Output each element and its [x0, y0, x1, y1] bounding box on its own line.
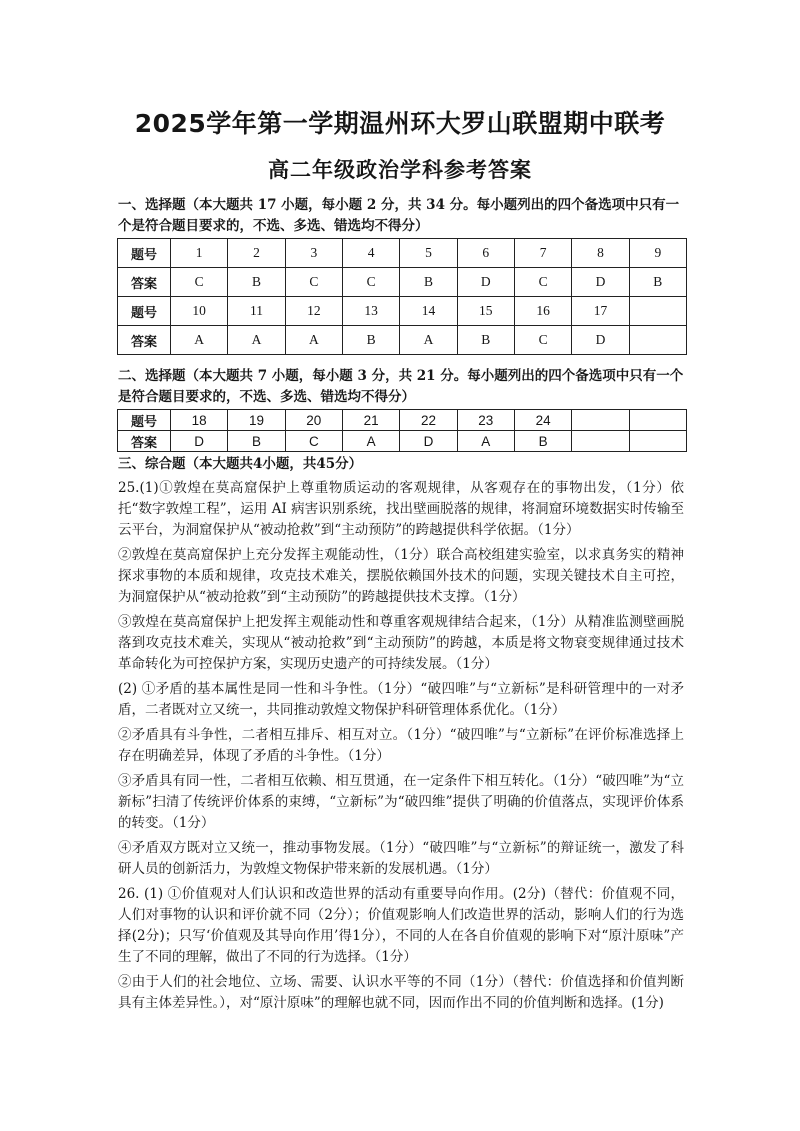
- answer-cell: A: [171, 326, 228, 355]
- row-label-question: 题号: [118, 239, 171, 268]
- q26-1-point2: ②由于人们的社会地位、立场、需要、认识水平等的不同（1分）（替代：价值选择和价值判断具有主体差异性。），对“原汁原味”的理解也就不同，因而作出不同的价值判断和选择。(1分): [118, 974, 684, 1011]
- answer-cell: A: [228, 326, 285, 355]
- row-label-answer: 答案: [118, 431, 171, 452]
- question-number-cell: 22: [400, 410, 457, 431]
- row-label-answer: 答案: [118, 268, 171, 297]
- question-number-cell: 7: [514, 239, 571, 268]
- document-title: 2025学年第一学期温州环大罗山联盟期中联考: [134, 109, 666, 138]
- question-number-cell: 23: [457, 410, 514, 431]
- answer-cell: B: [228, 431, 285, 452]
- answer-cell: C: [285, 268, 342, 297]
- answer-cell: D: [457, 268, 514, 297]
- question-number-cell: 8: [572, 239, 629, 268]
- answer-cell: C: [514, 326, 571, 355]
- answer-cell: B: [342, 326, 399, 355]
- section1-heading: 一、选择题（本大题共 17 小题，每小题 2 分，共 34 分。每小题列出的四个备选项中只有一个是符合题目要求的，不选、多选、错选均不得分）: [118, 197, 680, 234]
- question-number-cell: 16: [514, 297, 571, 326]
- answer-cell: [629, 326, 686, 355]
- question-number-row: [118, 410, 687, 431]
- question-number-cell: [572, 410, 629, 431]
- q25-2-point3: ③矛盾具有同一性，二者相互依赖、相互贯通，在一定条件下相互转化。（1分）“破四唯”为“立新标”扫清了传统评价体系的束缚，“立新标”为“破四维”提供了明确的价值落点，实现评价体系的转变。（1分）: [118, 773, 684, 831]
- document-subtitle: 高二年级政治学科参考答案: [268, 158, 532, 182]
- answer-cell: D: [572, 268, 629, 297]
- question-number-cell: 18: [171, 410, 228, 431]
- question-number-cell: 5: [400, 239, 457, 268]
- q25-1-point1: 25.(1)①敦煌在莫高窟保护上尊重物质运动的客观规律，从客观存在的事物出发，（1分）依托“数字敦煌工程”，运用 AI 病害识别系统，找出壁画脱落的规律，将洞窟环境数据实时传输至云平台，为洞窟保护从“被动抢救”到“主动预防”的跨越提供科学依据。（1分）: [118, 480, 684, 538]
- question-number-cell: [629, 410, 686, 431]
- question-number-cell: 21: [342, 410, 399, 431]
- question-number-cell: 10: [171, 297, 228, 326]
- section3-heading: 三、综合题（本大题共4小题，共45分）: [118, 456, 363, 472]
- question-number-cell: [629, 297, 686, 326]
- row-label-answer: 答案: [118, 326, 171, 355]
- question-number-cell: 3: [285, 239, 342, 268]
- question-number-cell: 1: [171, 239, 228, 268]
- section1-answer-table: [117, 238, 687, 355]
- question-number-cell: 6: [457, 239, 514, 268]
- q25-2-point1: (2) ①矛盾的基本属性是同一性和斗争性。（1分）“破四唯”与“立新标”是科研管理中的一对矛盾，二者既对立又统一，共同推动敦煌文物保护科研管理体系优化。（1分）: [118, 681, 684, 718]
- answer-cell: D: [572, 326, 629, 355]
- row-label-question: 题号: [118, 297, 171, 326]
- answer-row: [118, 326, 687, 355]
- question-number-cell: 14: [400, 297, 457, 326]
- answer-cell: B: [629, 268, 686, 297]
- question-number-row: [118, 297, 687, 326]
- section2-heading: 二、选择题（本大题共 7 小题，每小题 3 分，共 21 分。每小题列出的四个备选项中只有一个是符合题目要求的，不选、多选、错选均不得分）: [118, 368, 684, 405]
- answer-cell: B: [400, 268, 457, 297]
- row-label-question: 题号: [118, 410, 171, 431]
- answer-cell: C: [171, 268, 228, 297]
- answer-cell: A: [457, 431, 514, 452]
- q25-2-point2: ②矛盾具有斗争性，二者相互排斥、相互对立。（1分）“破四唯”与“立新标”在评价标准选择上存在明确差异，体现了矛盾的斗争性。（1分）: [118, 727, 684, 764]
- question-number-cell: 19: [228, 410, 285, 431]
- answer-cell: B: [228, 268, 285, 297]
- question-number-cell: 17: [572, 297, 629, 326]
- question-number-cell: 11: [228, 297, 285, 326]
- question-number-cell: 12: [285, 297, 342, 326]
- answer-row: [118, 268, 687, 297]
- answer-row: [118, 431, 687, 452]
- answer-cell: A: [342, 431, 399, 452]
- question-number-cell: 20: [285, 410, 342, 431]
- answer-cell: A: [400, 326, 457, 355]
- q25-1-point2: ②敦煌在莫高窟保护上充分发挥主观能动性，（1分）联合高校组建实验室，以求真务实的精神探求事物的本质和规律，攻克技术难关，摆脱依赖国外技术的问题，实现关键技术自主可控，为洞窟保护从“被动抢救”到“主动预防”的跨越提供技术支撑。（1分）: [118, 547, 684, 605]
- answer-cell: A: [285, 326, 342, 355]
- q26-1-point1: 26. (1) ①价值观对人们认识和改造世界的活动有重要导向作用。(2分)（替代：价值观不同，人们对事物的认识和评价就不同（2分）；价值观影响人们改造世界的活动，影响人们的行为选择(2分)；只写‘价值观及其导向作用’得1分），不同的人在各自价值观的影响下对“原汁原味”产生了不同的理解，做出了不同的行为选择。（1分）: [118, 886, 684, 965]
- answer-cell: D: [400, 431, 457, 452]
- answer-cell: C: [342, 268, 399, 297]
- q25-2-point4: ④矛盾双方既对立又统一，推动事物发展。（1分）“破四唯”与“立新标”的辩证统一，激发了科研人员的创新活力，为敦煌文物保护带来新的发展机遇。（1分）: [118, 840, 684, 877]
- answer-cell: C: [514, 268, 571, 297]
- answer-cell: D: [171, 431, 228, 452]
- answer-cell: [629, 431, 686, 452]
- answer-cell: [572, 431, 629, 452]
- question-number-row: [118, 239, 687, 268]
- answer-cell: B: [457, 326, 514, 355]
- q25-1-point3: ③敦煌在莫高窟保护上把发挥主观能动性和尊重客观规律结合起来，（1分）从精准监测壁画脱落到攻克技术难关，实现从“被动抢救”到“主动预防”的跨越，本质是将文物衰变规律通过技术革命转化为可控保护方案，实现历史遗产的可持续发展。（1分）: [118, 614, 684, 672]
- question-number-cell: 13: [342, 297, 399, 326]
- question-number-cell: 9: [629, 239, 686, 268]
- question-number-cell: 15: [457, 297, 514, 326]
- question-number-cell: 2: [228, 239, 285, 268]
- question-number-cell: 24: [514, 410, 571, 431]
- section2-answer-table: [117, 409, 687, 452]
- answer-cell: B: [514, 431, 571, 452]
- answer-cell: C: [285, 431, 342, 452]
- question-number-cell: 4: [342, 239, 399, 268]
